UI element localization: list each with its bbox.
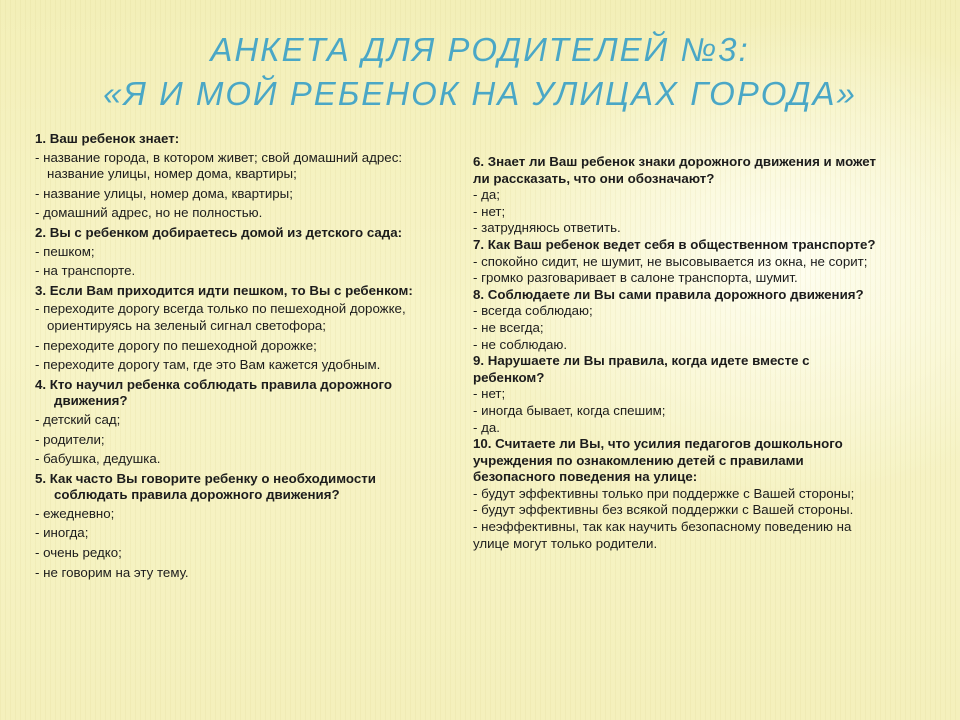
answer-option: - родители;	[35, 431, 105, 447]
answer-option: - очень редко;	[35, 545, 122, 561]
answer-option: - нет;	[473, 203, 506, 219]
question-text: 9. Нарушаете ли Вы правила, когда идете вместе с ребенком?	[473, 353, 810, 385]
answer-option: - затрудняюсь ответить.	[473, 220, 621, 236]
answer-option: - переходите дорогу там, где это Вам кажется удобным.	[35, 357, 381, 373]
answer-option: - на транспорте.	[35, 263, 136, 279]
title-line-1	[0, 28, 960, 72]
questionnaire-right-column	[473, 154, 883, 552]
answer-option: - не всегда;	[473, 319, 544, 335]
answer-option: - название города, в котором живет; свой домашний адрес: название улицы, номер дома, квартиры;	[35, 149, 403, 182]
questionnaire-left-column	[35, 128, 440, 584]
question-text: 10. Считаете ли Вы, что усилия педагогов дошкольного учреждения по ознакомлению детей с правилами безопасного поведения на улице:	[473, 436, 843, 485]
question-text: 7. Как Ваш ребенок ведет себя в общественном транспорте?	[473, 236, 876, 252]
answer-option: - да.	[473, 419, 500, 435]
question-text: 8. Соблюдаете ли Вы сами правила дорожного движения?	[473, 286, 864, 302]
title-line-2	[0, 72, 960, 116]
answer-option: - будут эффективны только при поддержке с Вашей стороны;	[473, 485, 855, 501]
answer-option: - неэффективны, так как научить безопасному поведению на улице могут только родители.	[473, 519, 852, 551]
answer-option: - нет;	[473, 386, 506, 402]
question-text: 1. Ваш ребенок знает:	[35, 131, 180, 146]
answer-option: - домашний адрес, но не полностью.	[35, 205, 263, 221]
question-text: 3. Если Вам приходится идти пешком, то Вы с ребенком:	[35, 282, 413, 298]
answer-option: - название улицы, номер дома, квартиры;	[35, 185, 293, 201]
question-text: 6. Знает ли Ваш ребенок знаки дорожного движения и может ли рассказать, что они обозначают?	[473, 154, 877, 186]
answer-option: - спокойно сидит, не шумит, не высовывается из окна, не сорит;	[473, 253, 868, 269]
answer-option: - да;	[473, 187, 500, 203]
answer-option: - ежедневно;	[35, 505, 115, 521]
answer-option: - пешком;	[35, 243, 95, 259]
answer-option: - будут эффективны без всякой поддержки с Вашей стороны.	[473, 502, 854, 518]
answer-option: - переходите дорогу всегда только по пешеходной дорожке, ориентируясь на зеленый сигнал светофора;	[35, 301, 406, 333]
answer-option: - не соблюдаю.	[473, 336, 568, 352]
slide-title	[0, 28, 960, 116]
question-text: 4. Кто научил ребенка соблюдать правила дорожного движения?	[35, 376, 393, 409]
answer-option: - громко разговаривает в салоне транспорта, шумит.	[473, 270, 798, 286]
answer-option: - иногда бывает, когда спешим;	[473, 402, 666, 418]
answer-option: - иногда;	[35, 525, 89, 541]
answer-option: - детский сад;	[35, 411, 121, 427]
question-text: 2. Вы с ребенком добираетесь домой из детского сада:	[35, 224, 403, 240]
answer-option: - не говорим на эту тему.	[35, 564, 189, 580]
title-text-2: «Я И МОЙ РЕБЕНОК НА УЛИЦАХ ГОРОДА»	[103, 75, 857, 112]
answer-option: - переходите дорогу по пешеходной дорожке;	[35, 337, 317, 353]
answer-option: - бабушка, дедушка.	[35, 451, 161, 467]
question-text: 5. Как часто Вы говорите ребенку о необходимости соблюдать правила дорожного движения?	[35, 470, 376, 503]
title-text-1: АНКЕТА ДЛЯ РОДИТЕЛЕЙ №3:	[210, 31, 750, 68]
answer-option: - всегда соблюдаю;	[473, 303, 593, 319]
